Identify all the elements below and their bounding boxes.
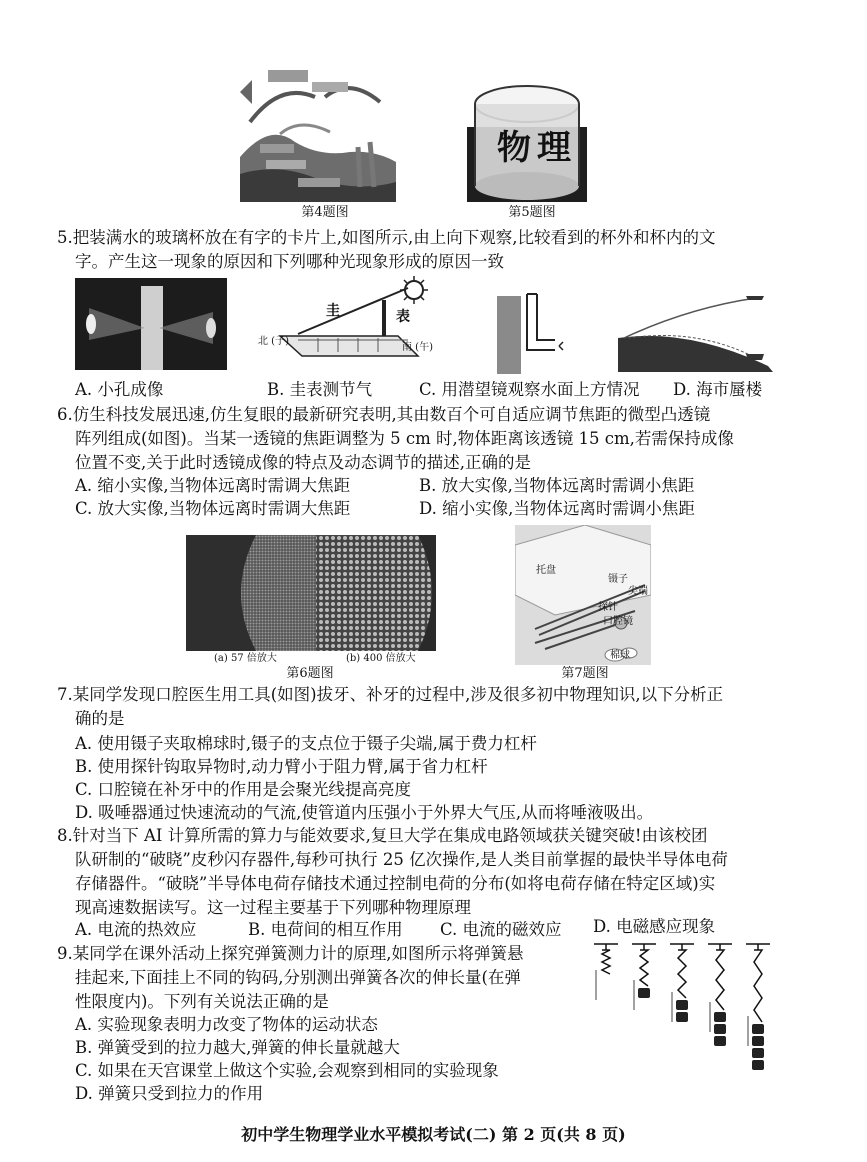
q9-stem-line1: 9.某同学在课外活动上探究弹簧测力计的原理,如图所示将弹簧悬: [57, 944, 524, 963]
q5-option-a-pinhole-image: [75, 278, 227, 370]
fig7-label-tray: 托盘: [536, 565, 556, 576]
q8-stem-line3: 存储器件。“破晓”半导体电荷存储技术通过控制电荷的分布(如将电荷存储在特定区域)实: [75, 874, 716, 893]
q5-stem-line2: 字。产生这一现象的原因和下列哪种光现象形成的原因一致: [75, 252, 504, 271]
q6-stem-line3: 位置不变,关于此时透镜成像的特点及动态调节的描述,正确的是: [75, 453, 531, 472]
q5-option-d: D. 海市蜃楼: [673, 380, 763, 399]
q7-stem-line2: 确的是: [75, 709, 125, 728]
fig5-card-word: 物理: [497, 128, 577, 168]
q8-option-b: B. 电荷间的相互作用: [248, 920, 403, 939]
q7-option-a: A. 使用镊子夹取棉球时,镊子的支点位于镊子尖端,属于费力杠杆: [75, 734, 537, 753]
q5-option-d-mirage-image: [618, 288, 773, 372]
q8-option-c: C. 电流的磁效应: [440, 920, 562, 939]
fig6-compound-eye-image: [186, 535, 436, 665]
fig7-caption: 第7题图: [561, 666, 609, 681]
q5-option-c: C. 用潜望镜观察水面上方情况: [419, 380, 640, 399]
q9-stem-line3: 性限度内)。下列有关说法正确的是: [75, 992, 329, 1011]
q7-option-d: D. 吸唾器通过快速流动的气流,使管道内压强小于外界大气压,从而将唾液吸出。: [75, 803, 654, 822]
q8-stem-line1: 8.针对当下 AI 计算所需的算力与能效要求,复旦大学在集成电路领域获关键突破!由该校团: [57, 826, 708, 845]
q8-option-d: D. 电磁感应现象: [593, 917, 716, 936]
q7-option-c: C. 口腔镜在补牙中的作用是会聚光线提高亮度: [75, 780, 412, 799]
q9-stem-line2: 挂起来,下面挂上不同的钩码,分别测出弹簧各次的伸长量(在弹: [75, 968, 521, 987]
fig7-label-probe: 探针: [598, 602, 618, 613]
q6-option-b: B. 放大实像,当物体远离时需调小焦距: [419, 476, 695, 495]
q6-option-c: C. 放大实像,当物体远离时需调大焦距: [75, 499, 351, 518]
q5-gnomon-label-gui: 圭: [326, 303, 340, 319]
fig7-label-mirror: 口腔镜: [603, 616, 633, 627]
fig4-water-cycle-image: [240, 62, 396, 202]
q9-option-d: D. 弹簧只受到拉力的作用: [75, 1084, 264, 1103]
q5-gnomon-label-north: 北 (子): [258, 336, 289, 347]
q5-option-b: B. 圭表测节气: [267, 380, 373, 399]
q8-option-a: A. 电流的热效应: [75, 920, 197, 939]
q9-option-b: B. 弹簧受到的拉力越大,弹簧的伸长量就越大: [75, 1038, 400, 1057]
q6-option-a: A. 缩小实像,当物体远离时需调大焦距: [75, 476, 351, 495]
q9-option-c: C. 如果在天宫课堂上做这个实验,会观察到相同的实验现象: [75, 1061, 499, 1080]
fig4-caption: 第4题图: [301, 205, 349, 220]
q6-option-d: D. 缩小实像,当物体远离时需调小焦距: [419, 499, 695, 518]
q8-stem-line4: 现高速数据读写。这一过程主要基于下列哪种物理原理: [75, 898, 471, 917]
fig6-subcaption-b: (b) 400 倍放大: [346, 653, 416, 664]
fig7-label-tweezers: 镊子: [608, 574, 628, 585]
fig6-caption: 第6题图: [286, 666, 334, 681]
q5-option-c-periscope-image: [497, 290, 577, 374]
fig9-springs-image: [592, 940, 792, 1090]
q7-stem-line1: 7.某同学发现口腔医生用工具(如图)拔牙、补牙的过程中,涉及很多初中物理知识,以下分析正: [57, 685, 724, 704]
q8-stem-line2: 队研制的“破晓”皮秒闪存器件,每秒可执行 25 亿次操作,是人类目前掌握的最快半导体电荷: [75, 850, 728, 869]
fig5-caption: 第5题图: [508, 205, 556, 220]
fig7-label-cotton: 棉球: [610, 650, 630, 661]
q5-option-b-gnomon-image: [258, 274, 438, 374]
fig6-subcaption-a: (a) 57 倍放大: [214, 653, 277, 664]
q6-stem-line1: 6.仿生科技发展迅速,仿生复眼的最新研究表明,其由数百个可自适应调节焦距的微型凸透镜: [57, 405, 711, 424]
q5-gnomon-label-south: 南 (午): [402, 342, 433, 353]
q9-option-a: A. 实验现象表明力改变了物体的运动状态: [75, 1015, 378, 1034]
q7-option-b: B. 使用探针钩取异物时,动力臂小于阻力臂,属于省力杠杆: [75, 757, 488, 776]
page-footer: 初中学生物理学业水平模拟考试(二) 第 2 页(共 8 页): [241, 1125, 626, 1144]
q6-stem-line2: 阵列组成(如图)。当某一透镜的焦距调整为 5 cm 时,物体距离该透镜 15 cm,若需保持成像: [75, 429, 734, 448]
q5-option-a: A. 小孔成像: [75, 380, 164, 399]
fig7-label-tip: 尖端: [628, 586, 648, 597]
q5-stem-line1: 5.把装满水的玻璃杯放在有字的卡片上,如图所示,由上向下观察,比较看到的杯外和杯内的文: [57, 228, 716, 247]
q5-gnomon-label-biao: 表: [396, 309, 410, 325]
